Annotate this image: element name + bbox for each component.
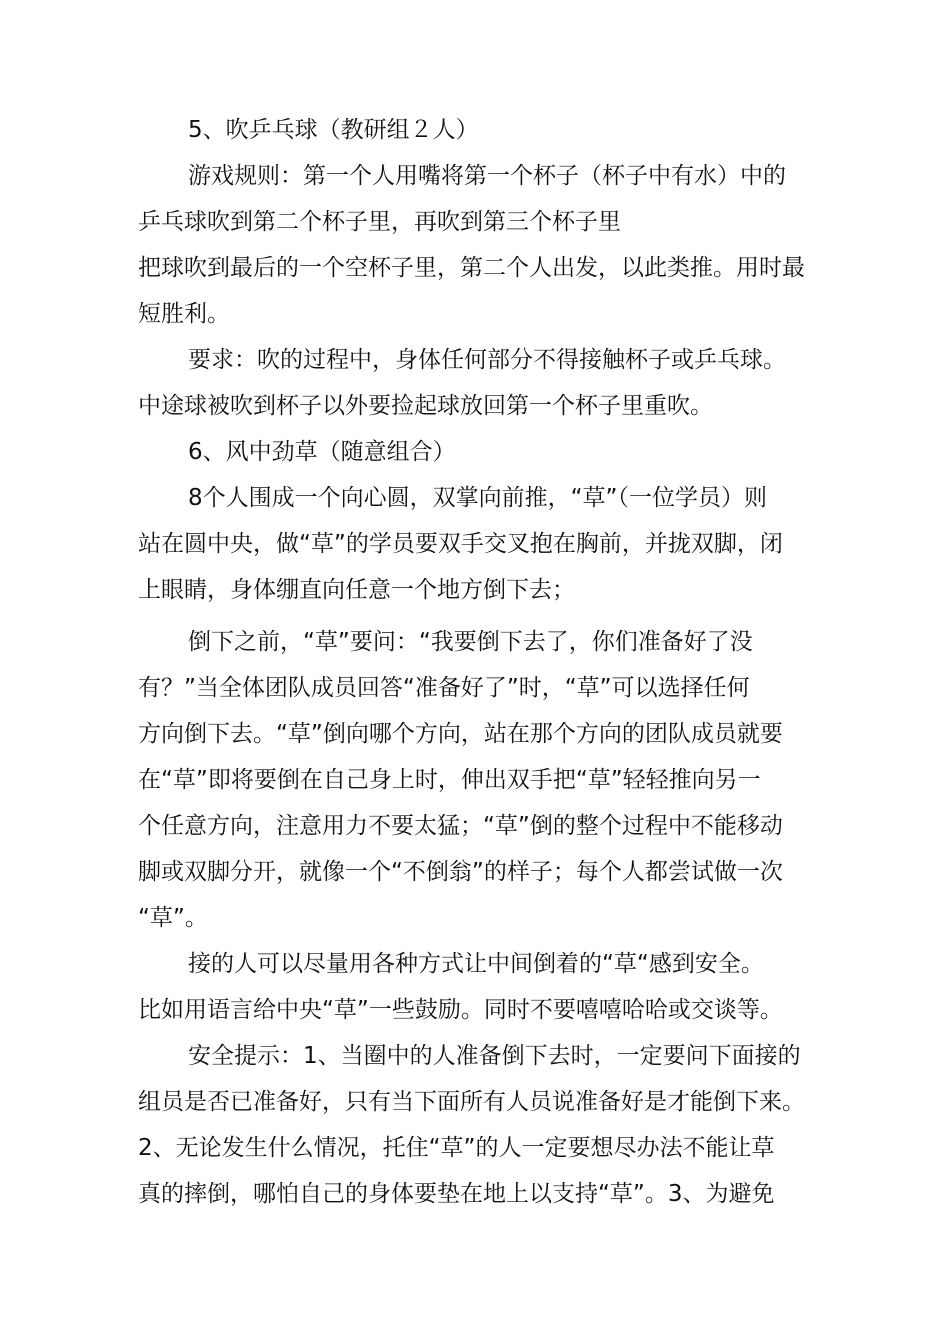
paragraph-line: 方向倒下去。“草”倒向哪个方向，站在那个方向的团队成员就要 — [138, 721, 783, 747]
paragraph-line: 8个人围成一个向心圆，双掌向前推，“草”（一位学员）则 — [188, 485, 767, 511]
heading-game-6: 6、风中劲草（随意组合） — [188, 439, 456, 465]
paragraph-line: 中途球被吹到杯子以外要捡起球放回第一个杯子里重吹。 — [138, 393, 713, 419]
paragraph-line: 脚或双脚分开，就像一个“不倒翁”的样子；每个人都尝试做一次 — [138, 859, 783, 885]
paragraph-line: 真的摔倒，哪怕自己的身体要垫在地上以支持“草”。3、为避免 — [138, 1181, 775, 1207]
paragraph-line: “草”。 — [138, 905, 208, 931]
paragraph-line: 2、无论发生什么情况，托住“草”的人一定要想尽办法不能让草 — [138, 1135, 775, 1161]
paragraph-line: 接的人可以尽量用各种方式让中间倒着的“草“感到安全。 — [188, 951, 764, 977]
paragraph-line: 站在圆中央，做“草”的学员要双手交叉抱在胸前，并拢双脚，闭 — [138, 531, 783, 557]
paragraph-line: 把球吹到最后的一个空杯子里，第二个人出发，以此类推。用时最 — [138, 255, 805, 281]
paragraph-line: 要求：吹的过程中，身体任何部分不得接触杯子或乒乓球。 — [188, 347, 786, 373]
paragraph-line: 有？”当全体团队成员回答“准备好了”时，“草”可以选择任何 — [138, 675, 750, 701]
paragraph-line: 组员是否已准备好，只有当下面所有人员说准备好是才能倒下来。 — [138, 1089, 805, 1115]
paragraph-line: 在“草”即将要倒在自己身上时，伸出双手把“草”轻轻推向另一 — [138, 767, 761, 793]
paragraph-line: 上眼睛，身体绷直向任意一个地方倒下去； — [138, 577, 575, 603]
paragraph-line: 游戏规则：第一个人用嘴将第一个杯子（杯子中有水）中的 — [188, 163, 786, 189]
paragraph-line: 个任意方向，注意用力不要太猛；“草”倒的整个过程中不能移动 — [138, 813, 783, 839]
heading-game-5: 5、吹乒乓球（教研组２人） — [188, 117, 479, 143]
paragraph-line: 安全提示：1、当圈中的人准备倒下去时，一定要问下面接的 — [188, 1043, 801, 1069]
paragraph-line: 乒乓球吹到第二个杯子里，再吹到第三个杯子里 — [138, 209, 621, 235]
paragraph-line: 比如用语言给中央“草”一些鼓励。同时不要嘻嘻哈哈或交谈等。 — [138, 997, 783, 1023]
paragraph-line: 倒下之前，“草”要问：“我要倒下去了，你们准备好了没 — [188, 629, 753, 655]
paragraph-line: 短胜利。 — [138, 301, 230, 327]
